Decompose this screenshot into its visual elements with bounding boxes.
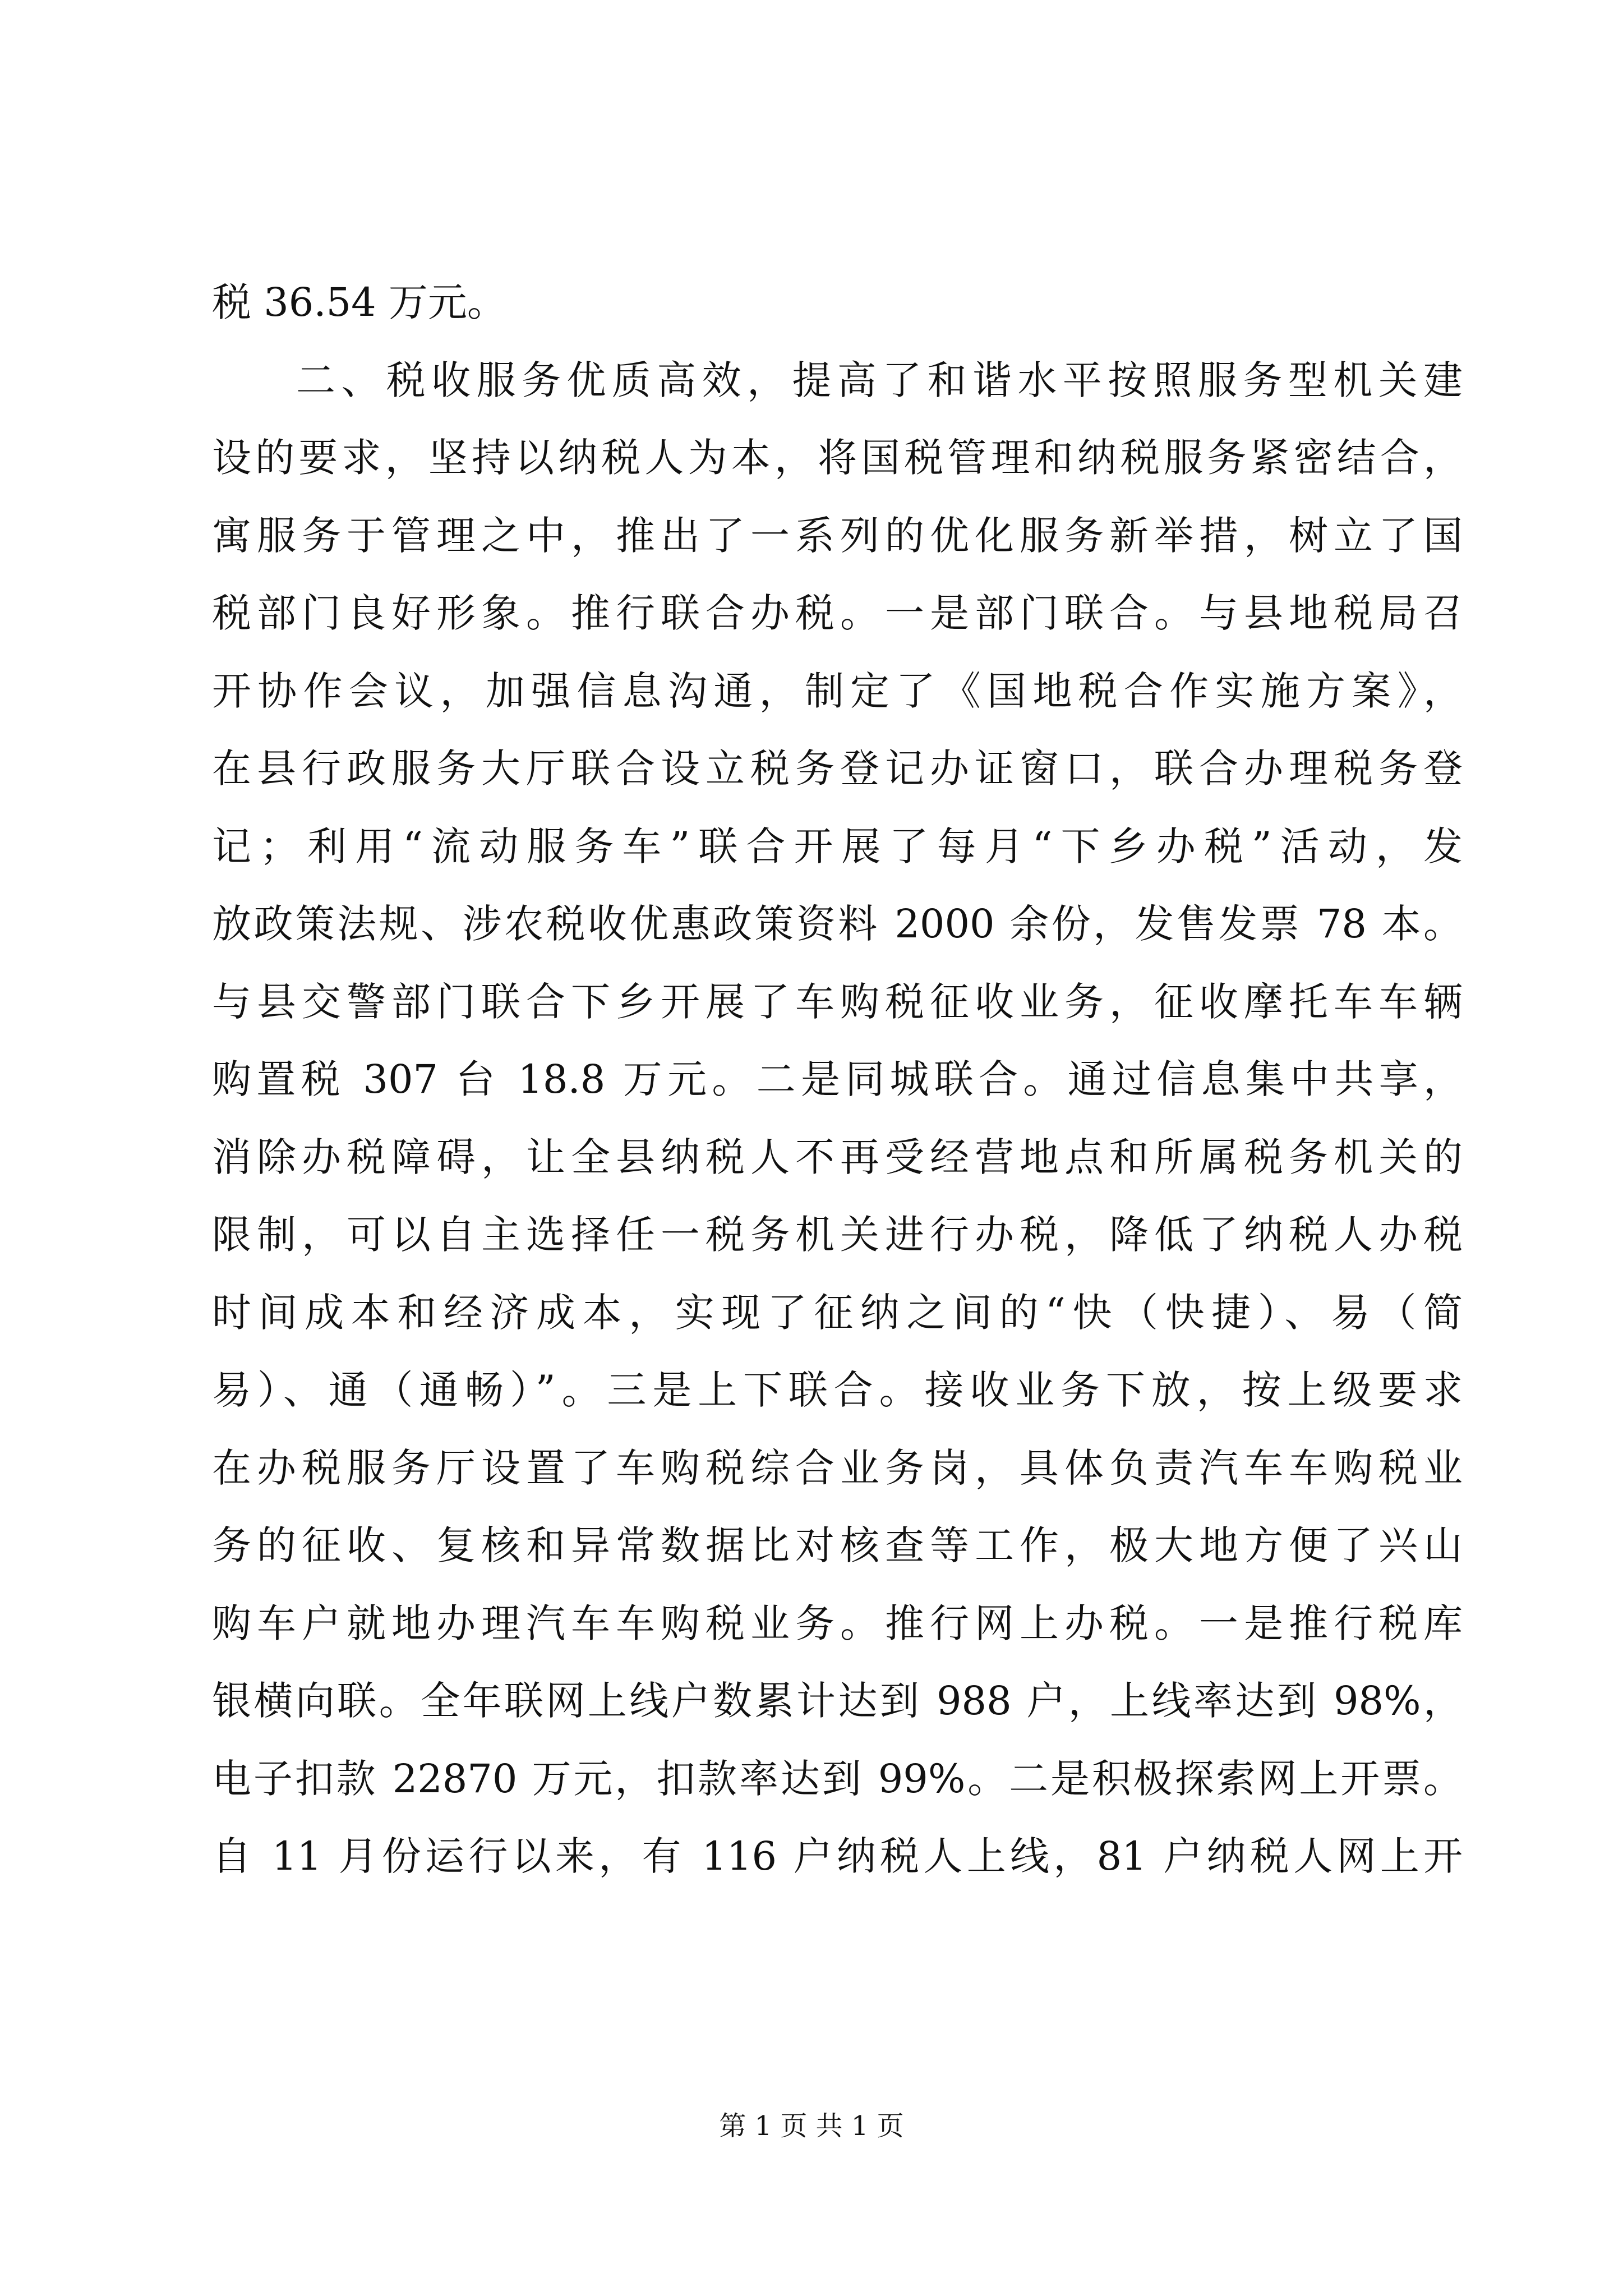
text-line: 放政策法规、涉农税收优惠政策资料 2000 余份，发售发票 78 本。	[212, 901, 1463, 947]
text-line: 寓服务于管理之中，推出了一系列的优化服务新举措，树立了国	[212, 512, 1463, 559]
text-line: 设的要求，坚持以纳税人为本，将国税管理和纳税服务紧密结合，	[212, 435, 1463, 481]
text-line: 税 36.54 万元。	[212, 279, 506, 325]
text-line: 与县交警部门联合下乡开展了车购税征收业务，征收摩托车车辆	[212, 978, 1463, 1025]
text-line: 务的征收、复核和异常数据比对核查等工作，极大地方便了兴山	[212, 1522, 1463, 1568]
text-line: 开协作会议，加强信息沟通，制定了《国地税合作实施方案》，	[212, 668, 1463, 714]
text-line: 电子扣款 22870 万元，扣款率达到 99%。二是积极探索网上开票。	[212, 1755, 1463, 1802]
text-line: 自 11 月份运行以来，有 116 户纳税人上线，81 户纳税人网上开	[212, 1833, 1463, 1879]
text-line: 易）、通（通畅）”。三是上下联合。接收业务下放，按上级要求	[212, 1367, 1463, 1413]
text-line: 限制，可以自主选择任一税务机关进行办税，降低了纳税人办税	[212, 1212, 1463, 1258]
text-line: 在县行政服务大厅联合设立税务登记办证窗口，联合办理税务登	[212, 746, 1463, 792]
paragraph-first-line: 二、税收服务优质高效，提高了和谐水平按照服务型机关建	[296, 357, 1463, 403]
text-line: 时间成本和经济成本，实现了征纳之间的“快（快捷）、易（简	[212, 1289, 1463, 1336]
text-line: 记；利用“流动服务车”联合开展了每月“下乡办税”活动，发	[212, 823, 1463, 869]
text-line: 购车户就地办理汽车车购税业务。推行网上办税。一是推行税库	[212, 1600, 1463, 1646]
text-line: 银横向联。全年联网上线户数累计达到 988 户，上线率达到 98%，	[212, 1678, 1463, 1724]
text-line: 税部门良好形象。推行联合办税。一是部门联合。与县地税局召	[212, 590, 1463, 636]
text-line: 在办税服务厅设置了车购税综合业务岗，具体负责汽车车购税业	[212, 1444, 1463, 1491]
text-line: 购置税 307 台 18.8 万元。二是同城联合。通过信息集中共享，	[212, 1056, 1463, 1102]
body-text	[212, 264, 1463, 1895]
page-number-footer: 第 1 页 共 1 页	[719, 2110, 904, 2142]
text-line: 消除办税障碍，让全县纳税人不再受经营地点和所属税务机关的	[212, 1134, 1463, 1180]
